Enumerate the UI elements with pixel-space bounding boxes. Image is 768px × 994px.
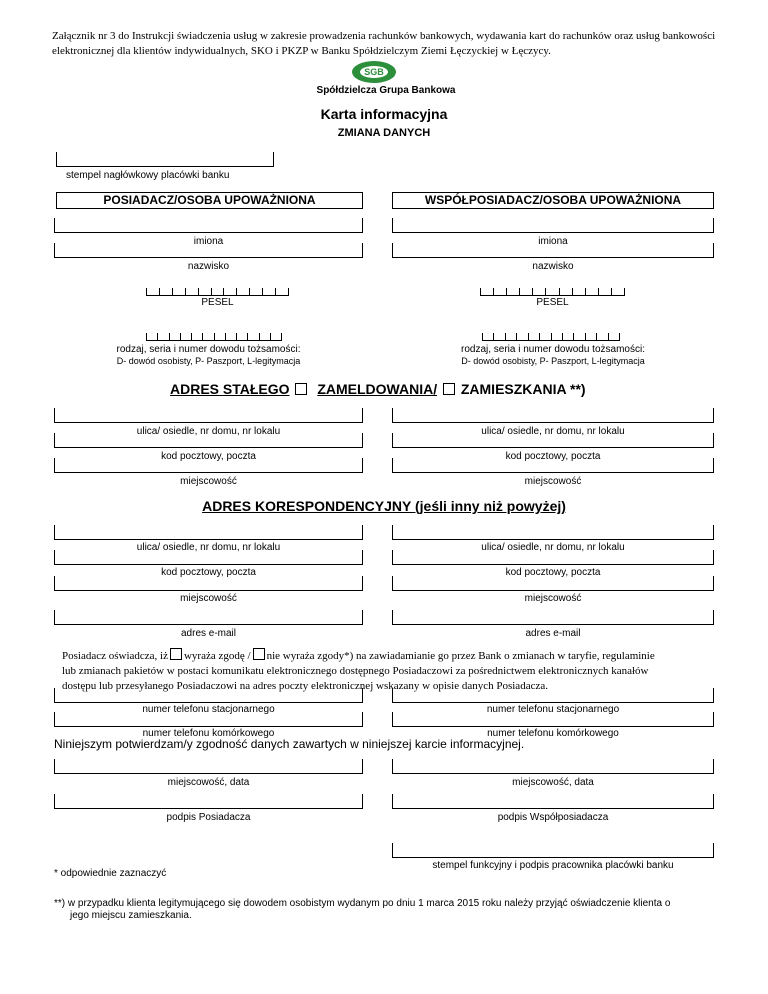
holder-postcode-field[interactable]: [54, 433, 363, 448]
coholder-street-field[interactable]: [392, 408, 714, 423]
employee-stamp-label: stempel funkcyjny i podpis pracownika placówki banku: [432, 860, 674, 871]
coholder-corr-city-label: miejscowość: [524, 593, 582, 604]
logo-name: Spółdzielcza Grupa Bankowa: [316, 85, 456, 96]
stamp-label: stempel nagłówkowy placówki banku: [66, 170, 230, 181]
holder-mobile-field[interactable]: [54, 712, 363, 727]
coholder-signature-label: podpis Współposiadacza: [497, 812, 609, 823]
coholder-landline-label: numer telefonu stacjonarnego: [486, 704, 620, 715]
footnote-1: * odpowiednie zaznaczyć: [54, 868, 167, 879]
coholder-pesel-field[interactable]: [480, 288, 625, 296]
holder-surname-label: nazwisko: [187, 261, 230, 272]
holder-id-doc-field[interactable]: [146, 333, 282, 341]
footnote-2-line1: **) w przypadku klienta legitymującego się dowodem osobistym wydanym po dniu 1 marca 2015 roku należy przyjąć oświadczenie klienta o: [54, 898, 671, 909]
coholder-city-label: miejscowość: [524, 476, 582, 487]
coholder-corr-postcode-label: kod pocztowy, poczta: [505, 567, 601, 578]
holder-pesel-field[interactable]: [146, 288, 289, 296]
holder-place-date-field[interactable]: [54, 759, 363, 774]
corr-section-title: ADRES KORESPONDENCYJNY (jeśli inny niż powyżej): [202, 498, 566, 514]
holder-email-field[interactable]: [54, 610, 363, 625]
holder-corr-postcode-field[interactable]: [54, 550, 363, 565]
holder-first-names-field[interactable]: [54, 218, 363, 233]
footnote-2-line2: jego miejscu zamieszkania.: [70, 910, 192, 921]
holder-corr-street-label: ulica/ osiedle, nr domu, nr lokalu: [136, 542, 281, 553]
page-title: Karta informacyjna: [320, 106, 448, 122]
holder-first-names-label: imiona: [193, 236, 224, 247]
consent-part3: nie wyraża zgody*) na zawiadamianie go przez Bank o zmianach w taryfie, regulaminie: [266, 650, 655, 662]
coholder-corr-street-label: ulica/ osiedle, nr domu, nr lokalu: [481, 542, 625, 553]
stamp-field[interactable]: [56, 152, 274, 167]
coholder-city-field[interactable]: [392, 458, 714, 473]
coholder-pesel-label: PESEL: [536, 297, 569, 308]
address-permanent-label: ADRES STAŁEGO: [170, 381, 290, 397]
coholder-first-names-label: imiona: [538, 236, 568, 247]
holder-corr-city-field[interactable]: [54, 576, 363, 591]
column-header-holder: POSIADACZ/OSOBA UPOWAŻNIONA: [56, 192, 363, 209]
holder-pesel-label: PESEL: [201, 297, 234, 308]
coholder-email-field[interactable]: [392, 610, 714, 625]
coholder-signature-field[interactable]: [392, 794, 714, 809]
address-section-title: [170, 381, 730, 397]
holder-mobile-label: numer telefonu komórkowego: [142, 728, 275, 739]
holder-corr-postcode-label: kod pocztowy, poczta: [161, 567, 256, 578]
coholder-email-label: adres e-mail: [525, 628, 581, 639]
coholder-id-doc-field[interactable]: [482, 333, 620, 341]
permanent-checkbox[interactable]: [295, 383, 307, 395]
holder-place-date-label: miejscowość, data: [167, 777, 250, 788]
coholder-landline-field[interactable]: [392, 688, 714, 703]
page-subtitle: ZMIANA DANYCH: [337, 127, 431, 139]
holder-id-doc-note: D- dowód osobisty, P- Paszport, L-legitymacja: [116, 356, 301, 366]
header-note: Załącznik nr 3 do Instrukcji świadczenia usług w zakresie prowadzenia rachunków bankowych, wydawania kart do rachunków oraz usług bankowości elektronicznej dla klientów indywidualnych, SKO i PKZP w Banku Spółdzielczym Ziemi Łęczyckiej w Łęczycy.: [52, 30, 716, 57]
consent-disagree-checkbox[interactable]: [253, 648, 265, 660]
holder-corr-street-field[interactable]: [54, 525, 363, 540]
coholder-place-date-field[interactable]: [392, 759, 714, 774]
coholder-mobile-field[interactable]: [392, 712, 714, 727]
holder-signature-label: podpis Posiadacza: [166, 812, 251, 823]
sgb-logo: [296, 61, 476, 101]
coholder-corr-postcode-field[interactable]: [392, 550, 714, 565]
sgb-logo-icon: [352, 61, 396, 83]
coholder-postcode-field[interactable]: [392, 433, 714, 448]
holder-landline-field[interactable]: [54, 688, 363, 703]
consent-line2: lub zmianach pakietów w postaci komunikatu elektronicznego dostępnego Posiadaczowi za pośrednictwem elektronicznych kanałów: [62, 665, 649, 677]
consent-part1: Posiadacz oświadcza, iż: [62, 650, 168, 662]
consent-line3: dostępu lub przesyłanego Posiadaczowi na adres poczty elektronicznej wskazany w opisie danych Posiadacza.: [62, 680, 548, 692]
holder-city-field[interactable]: [54, 458, 363, 473]
column-header-coholder: WSPÓŁPOSIADACZ/OSOBA UPOWAŻNIONA: [392, 192, 714, 209]
logo-mark: SGB: [360, 66, 388, 78]
holder-street-label: ulica/ osiedle, nr domu, nr lokalu: [136, 426, 281, 437]
holder-postcode-label: kod pocztowy, poczta: [161, 451, 256, 462]
holder-corr-city-label: miejscowość: [180, 593, 237, 604]
address-registration-label: ZAMELDOWANIA/: [317, 381, 438, 397]
holder-street-field[interactable]: [54, 408, 363, 423]
coholder-surname-label: nazwisko: [532, 261, 574, 272]
coholder-street-label: ulica/ osiedle, nr domu, nr lokalu: [481, 426, 625, 437]
holder-surname-field[interactable]: [54, 243, 363, 258]
address-residence-label: ZAMIESZKANIA **): [460, 381, 586, 397]
coholder-postcode-label: kod pocztowy, poczta: [505, 451, 601, 462]
holder-signature-field[interactable]: [54, 794, 363, 809]
coholder-id-doc-note: D- dowód osobisty, P- Paszport, L-legitymacja: [461, 356, 645, 366]
confirmation-text: Niniejszym potwierdzam/y zgodność danych zawartych w niniejszej karcie informacyjnej.: [54, 737, 525, 751]
holder-city-label: miejscowość: [180, 476, 237, 487]
employee-stamp-field[interactable]: [392, 843, 714, 858]
coholder-surname-field[interactable]: [392, 243, 714, 258]
holder-landline-label: numer telefonu stacjonarnego: [142, 704, 275, 715]
coholder-corr-city-field[interactable]: [392, 576, 714, 591]
residence-checkbox[interactable]: [443, 383, 455, 395]
coholder-place-date-label: miejscowość, data: [512, 777, 594, 788]
coholder-corr-street-field[interactable]: [392, 525, 714, 540]
coholder-mobile-label: numer telefonu komórkowego: [487, 728, 619, 739]
holder-email-label: adres e-mail: [180, 628, 237, 639]
consent-part2: wyraża zgodę /: [183, 650, 251, 662]
holder-id-doc-label: rodzaj, seria i numer dowodu tożsamości:: [116, 344, 301, 355]
coholder-id-doc-label: rodzaj, seria i numer dowodu tożsamości:: [461, 344, 645, 355]
coholder-first-names-field[interactable]: [392, 218, 714, 233]
consent-agree-checkbox[interactable]: [170, 648, 182, 660]
